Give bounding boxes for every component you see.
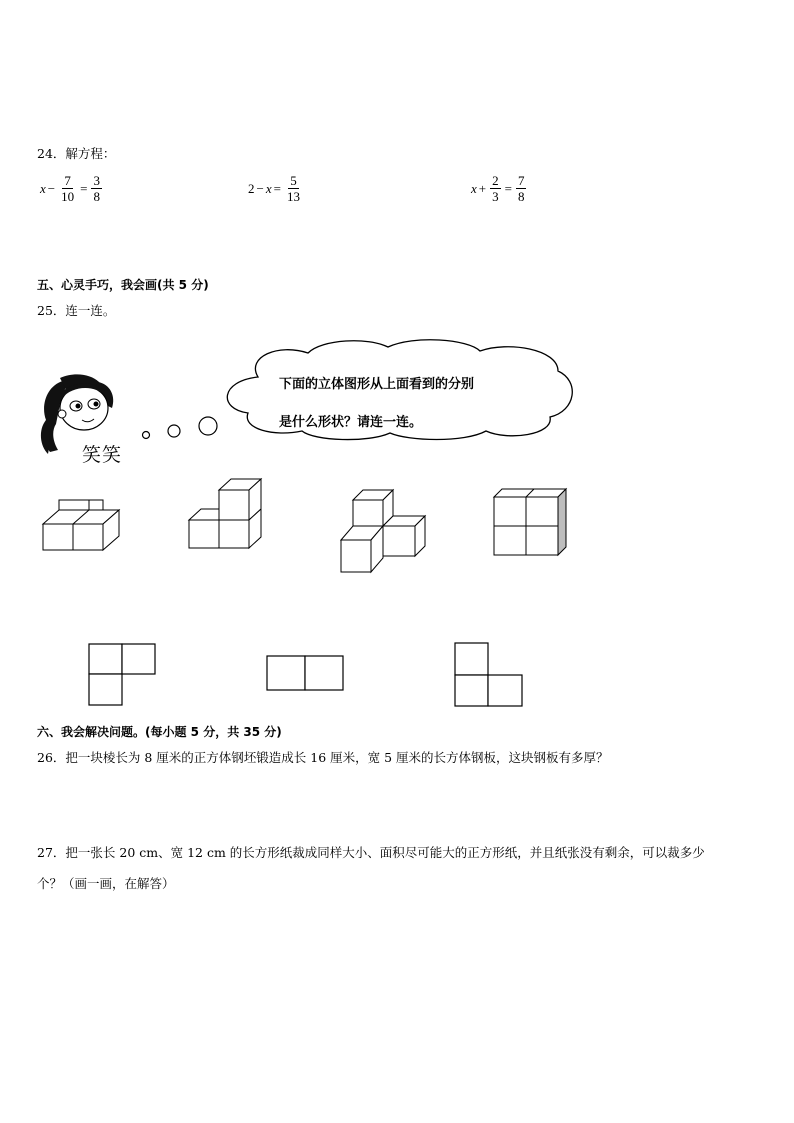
q24-title: 24．解方程：	[37, 146, 116, 161]
eq1-result-fraction	[91, 173, 102, 204]
bubble-line-2: 是什么形状？请连一连。	[279, 415, 423, 430]
fig4-tr	[526, 497, 558, 526]
top-view-3	[454, 642, 526, 708]
fig3-front-cube-front	[341, 540, 371, 572]
bubble-line-1: 下面的立体图形从上面看到的分别	[279, 377, 475, 392]
eq2-equals: =	[273, 180, 281, 196]
eq1-var: x	[40, 180, 46, 196]
fig1-back-right	[89, 500, 103, 510]
fig4-br	[526, 526, 558, 555]
eq3-den: 3	[492, 189, 499, 204]
eq3-rnum: 7	[517, 173, 525, 188]
q27-line2: 个？（画一画，在解答）	[37, 876, 175, 891]
equation-1	[40, 173, 104, 204]
fig2-bottom-left	[189, 520, 219, 548]
equation-2	[248, 173, 304, 204]
fig3-right-cube-front	[383, 526, 415, 556]
tv1-tl	[89, 644, 122, 674]
fig4-tl	[494, 497, 526, 526]
girl-ear	[58, 410, 66, 418]
top-view-1	[88, 643, 158, 707]
eq3-var: x	[471, 180, 477, 196]
fig2-bottom-right	[219, 520, 249, 548]
q26-text: 26．把一块棱长为 8 厘米的正方体钢坯锻造成长 16 厘米，宽 5 厘米的长方体钢板，这块钢板有多厚？	[37, 750, 609, 765]
tv3-tl	[455, 643, 488, 675]
top-view-2	[266, 655, 346, 693]
eq3-rden: 8	[517, 189, 525, 204]
fig3-top-cube-front	[353, 500, 383, 526]
eq1-den: 10	[61, 189, 75, 204]
eq3-result-fraction	[516, 173, 527, 204]
fig4-side-shaded	[558, 489, 566, 555]
thought-dot-large	[199, 417, 217, 435]
section6-title: 六、我会解决问题。(每小题 5 分，共 35 分)	[37, 725, 282, 739]
girl-pupil-right	[94, 402, 99, 407]
fig1-front-right	[73, 524, 103, 550]
tv3-bl	[455, 675, 488, 706]
fig1-back-top	[59, 500, 89, 510]
fig2-left-top	[189, 509, 219, 520]
eq1-num: 7	[64, 173, 71, 188]
tv1-bl	[89, 674, 122, 705]
fig4-bl	[494, 526, 526, 555]
eq2-rnum: 5	[290, 173, 297, 188]
solid-figure-1	[43, 496, 133, 552]
section5-title: 五、心灵手巧，我会画(共 5 分)	[37, 278, 209, 292]
eq2-result-fraction	[285, 173, 302, 204]
tv1-tr	[122, 644, 155, 674]
equation-3	[471, 173, 528, 204]
eq1-rden: 8	[93, 189, 100, 204]
solid-figure-3	[339, 488, 429, 574]
q27-line1: 27．把一张长 20 cm、宽 12 cm 的长方形纸裁成同样大小、面积尽可能大的正方形纸，并且纸张没有剩余，可以裁多少	[37, 845, 705, 860]
eq1-rnum: 3	[93, 173, 100, 188]
q25-title: 25．连一连。	[37, 303, 116, 318]
eq3-equals: =	[504, 180, 512, 196]
thought-dots	[140, 414, 220, 444]
tv3-br	[488, 675, 522, 706]
eq2-lhs: 2	[248, 180, 255, 196]
eq1-op: −	[47, 180, 56, 196]
eq3-fraction	[490, 173, 501, 204]
fig2-top-cube-front	[219, 490, 249, 520]
solid-figure-4	[492, 488, 570, 558]
tv2-left	[267, 656, 305, 690]
thought-dot-small	[143, 432, 150, 439]
fig1-front-left	[43, 524, 73, 550]
eq2-var: x	[265, 180, 272, 196]
eq1-equals: =	[80, 180, 88, 196]
eq2-op: −	[256, 180, 264, 196]
eq2-rden: 13	[286, 189, 300, 204]
girl-name-label: 笑笑	[82, 444, 123, 466]
solid-figure-2	[189, 478, 264, 550]
eq1-fraction	[59, 173, 76, 204]
eq3-op: +	[478, 180, 487, 196]
tv2-right	[305, 656, 343, 690]
eq3-num: 2	[492, 173, 499, 188]
thought-dot-medium	[168, 425, 180, 437]
girl-pupil-left	[76, 404, 81, 409]
